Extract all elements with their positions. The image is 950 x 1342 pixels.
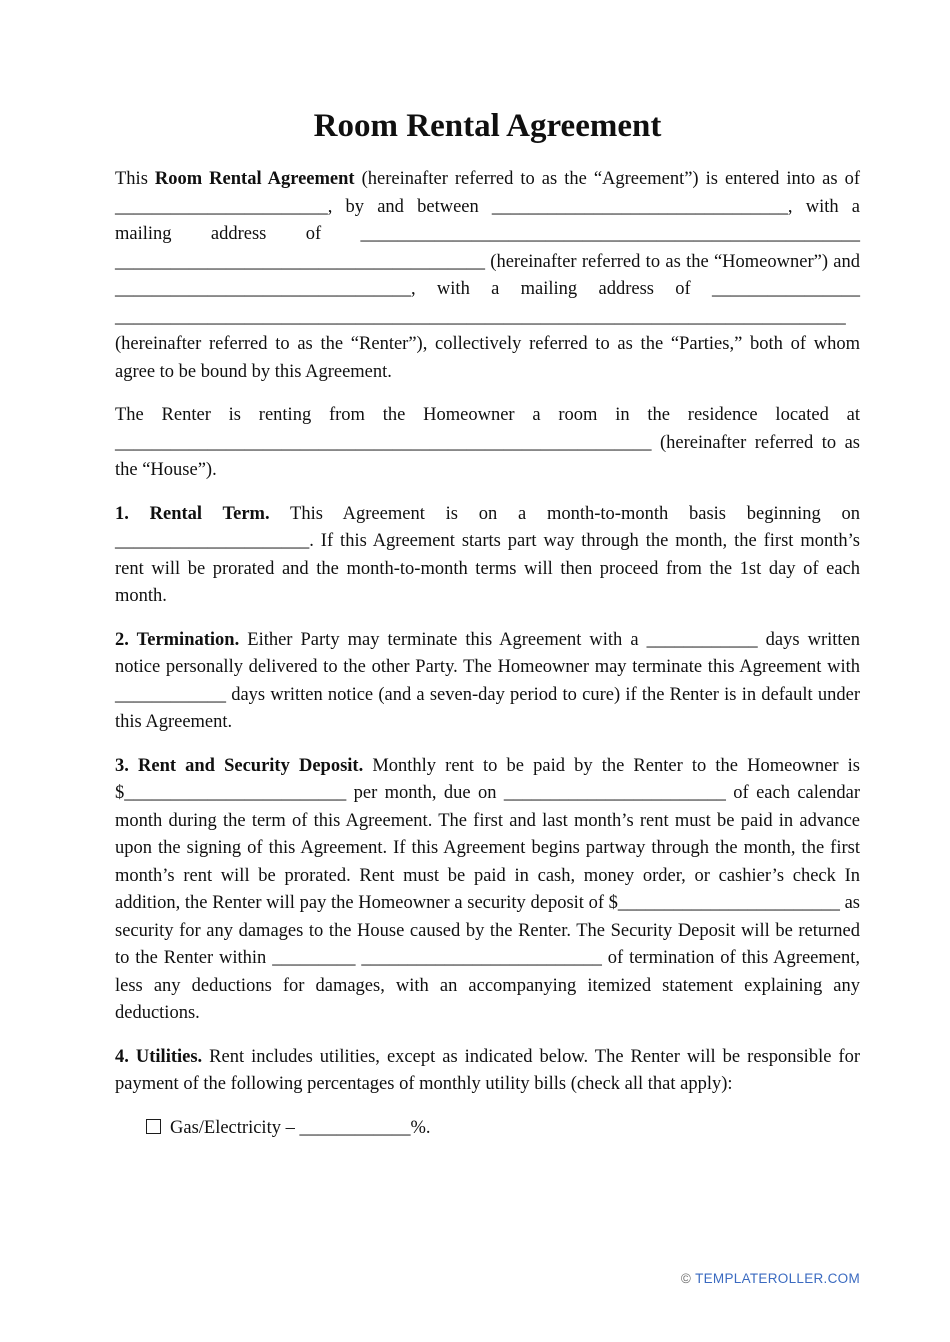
section-rental-term-heading: 1. Rental Term. (115, 503, 270, 524)
document-title: Room Rental Agreement (313, 108, 662, 144)
copyright-icon: © (680, 1271, 692, 1286)
section-termination (115, 627, 860, 737)
section-rent-security-deposit-body: Monthly rent to be paid by the Renter to the Homeowner is $________________________ per month, due on ________________________ of each calendar month during the term of this Agreement. The first and last month’s rent must be paid in advance upon the signing of this Agreement. If this Agreement begins partway through the month, the first month’s rent will be prorated. Rent must be paid in cash, money order, or cashier’s check In addition, the Renter will pay the Homeowner a security deposit of $________________________ as security for any damages to the House caused by the Renter. The Security Deposit will be returned to the Renter within _________ __________________________ of termination of this Agreement, less any deductions for damages, with an accompanying itemized statement explaining any deductions. (115, 755, 860, 1023)
gas-electricity-label: Gas/Electricity – ____________%. (170, 1117, 431, 1138)
intro-pre-text: This (115, 169, 155, 189)
intro-paragraph (115, 166, 860, 386)
section-utilities-body: Rent includes utilities, except as indicated below. The Renter will be responsible for payment of the following percentages of monthly utility bills (check all that apply): (115, 1046, 860, 1094)
footer (681, 1271, 860, 1286)
section-termination-heading: 2. Termination. (115, 629, 240, 650)
utility-item-gas-electricity (146, 1115, 860, 1143)
section-rent-security-deposit (115, 753, 860, 1028)
gas-electricity-checkbox[interactable] (146, 1119, 161, 1134)
section-rental-term-body: This Agreement is on a month-to-month basis beginning on _____________________. If this Agreement starts part way through the month, the first month’s rent will be prorated and the month-to-month terms will then proceed from the 1st day of each month. (115, 503, 861, 606)
section-rent-security-deposit-heading: 3. Rent and Security Deposit. (115, 755, 364, 776)
section-utilities (115, 1044, 860, 1099)
section-utilities-heading: 4. Utilities. (115, 1046, 203, 1067)
intro-bold-text: Room Rental Agreement (154, 169, 355, 189)
section-rental-term (115, 501, 860, 611)
residence-paragraph: The Renter is renting from the Homeowner a room in the residence located at __________________________________________________________ (hereinafter referred to as the “House”). (115, 405, 860, 480)
intro-rest-text: (hereinafter referred to as the “Agreement”) is entered into as of _______________________, by and between ________________________________, with a mailing address of ______________________________________________________​________________________________________ (hereinafter referred to as the “Homeowner”) and ________________________________, with a mailing address of ________________​_______________________________________________________________________________ (hereinafter referred to as the “Renter”), collectively referred to as the “Parties,” both of whom agree to be bound by this Agreement. (115, 169, 861, 382)
section-termination-body: Either Party may terminate this Agreement with a ____________ days written notice personally delivered to the other Party. The Homeowner may terminate this Agreement with ____________ days written notice (and a seven-day period to cure) if the Renter is in default under this Agreement. (115, 629, 860, 732)
templateroller-link[interactable]: TEMPLATEROLLER.COM (695, 1271, 860, 1286)
